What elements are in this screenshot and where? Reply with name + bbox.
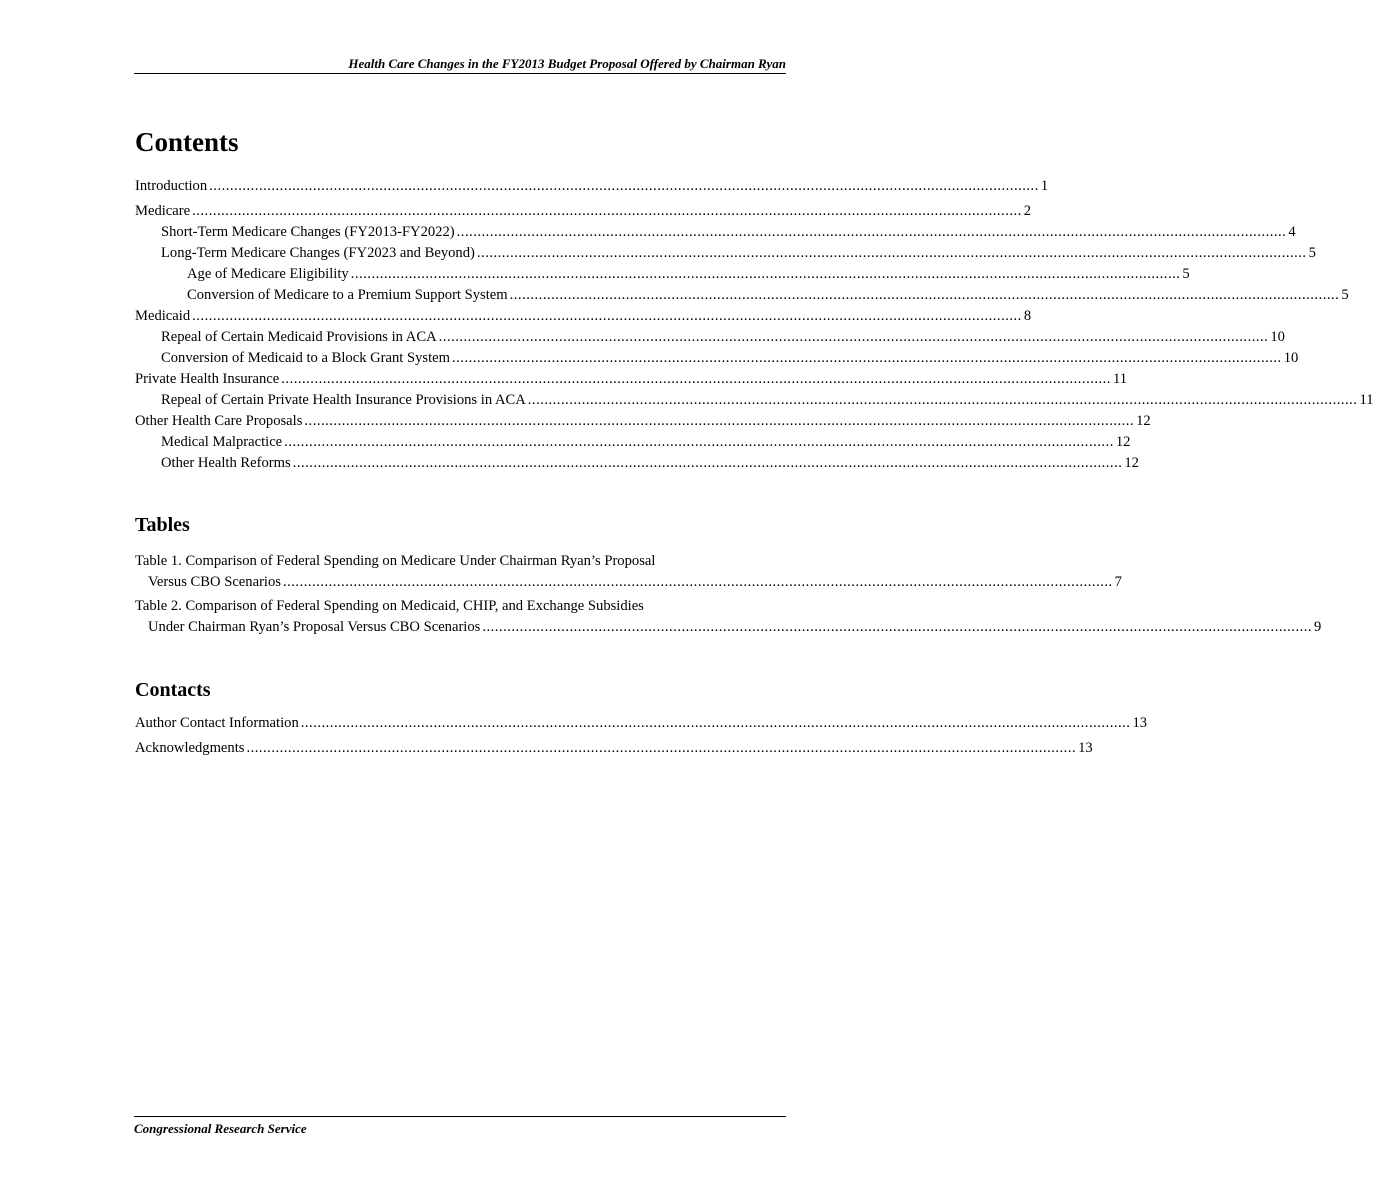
toc-entry-introduction[interactable] — [135, 176, 1049, 197]
toc-entry-label: Age of Medicare Eligibility — [187, 266, 349, 282]
toc-entry-label: Introduction — [135, 178, 208, 194]
toc-leader: ........................................................................................................................................................................................................ — [292, 455, 1123, 471]
toc-entry-author-contact[interactable] — [135, 713, 1148, 734]
toc-page-number: 8 — [1023, 308, 1032, 324]
toc-leader: ........................................................................................................................................................................................................ — [281, 371, 1111, 387]
toc-entry-label: Conversion of Medicare to a Premium Support System — [187, 287, 508, 303]
toc-leader: ........................................................................................................................................................................................................ — [192, 308, 1022, 324]
toc-page-number: 10 — [1270, 329, 1285, 345]
toc-page-number: 12 — [1124, 455, 1139, 471]
toc-entry-label: Other Health Reforms — [161, 455, 291, 471]
toc-page-number: 5 — [1341, 287, 1349, 303]
toc-page-number: 13 — [1132, 715, 1148, 731]
toc-entry-label: Repeal of Certain Medicaid Provisions in ACA — [161, 329, 437, 345]
toc-entry-label: Medicaid — [135, 308, 191, 324]
toc-entry-label: Medicare — [135, 203, 191, 219]
toc-page-number: 13 — [1078, 740, 1093, 756]
contacts-list — [135, 713, 1148, 759]
toc-leader: ........................................................................................................................................................................................................ — [350, 266, 1181, 282]
toc-page-number: 9 — [1314, 619, 1322, 635]
toc-page-number: 11 — [1112, 371, 1128, 387]
toc-page-number: 12 — [1115, 434, 1131, 450]
toc-leader: ........................................................................................................................................................................................................ — [304, 413, 1135, 429]
toc-entry-table-2[interactable] — [135, 596, 1322, 638]
toc-entry-long-term-medicare[interactable] — [135, 243, 1316, 264]
toc-leader: ........................................................................................................................................................................................................ — [476, 245, 1307, 261]
toc-leader: ........................................................................................................................................................................................................ — [282, 574, 1113, 590]
toc-entry-label: Private Health Insurance — [135, 371, 280, 387]
toc-entry-medicaid[interactable] — [135, 306, 1032, 327]
toc-entry-label-continued: Versus CBO Scenarios — [148, 574, 281, 590]
toc-entry-label: Long-Term Medicare Changes (FY2023 and Beyond) — [161, 245, 475, 261]
toc-entry-premium-support[interactable] — [135, 285, 1349, 306]
toc-leader: ........................................................................................................................................................................................................ — [192, 203, 1022, 219]
toc-entry-repeal-private[interactable] — [135, 390, 1374, 411]
toc-entry-label-continued: Under Chairman Ryan’s Proposal Versus CBO Scenarios — [148, 619, 481, 635]
tables-list — [135, 551, 1322, 638]
toc-entry-label: Table 2. Comparison of Federal Spending on Medicaid, CHIP, and Exchange Subsidies — [135, 598, 644, 614]
toc-leader: ........................................................................................................................................................................................................ — [509, 287, 1340, 303]
toc-entry-other-proposals[interactable] — [135, 411, 1151, 432]
toc-entry-acknowledgments[interactable] — [135, 738, 1093, 759]
toc-page-number: 5 — [1308, 245, 1316, 261]
toc-page-number: 5 — [1182, 266, 1190, 282]
contents-list — [135, 176, 1374, 474]
toc-leader: ........................................................................................................................................................................................................ — [527, 392, 1358, 408]
toc-entry-private-health-insurance[interactable] — [135, 369, 1128, 390]
toc-entry-block-grant[interactable] — [135, 348, 1299, 369]
toc-page-number: 4 — [1288, 224, 1296, 240]
toc-entry-table-1[interactable] — [135, 551, 1122, 593]
toc-page-number: 7 — [1114, 574, 1122, 590]
toc-entry-label: Author Contact Information — [135, 715, 299, 731]
toc-leader: ........................................................................................................................................................................................................ — [482, 619, 1313, 635]
toc-leader: ........................................................................................................................................................................................................ — [456, 224, 1287, 240]
toc-entry-short-term-medicare[interactable] — [135, 222, 1296, 243]
contacts-section — [135, 678, 1148, 759]
toc-page-number: 2 — [1023, 203, 1032, 219]
toc-entry-label: Medical Malpractice — [161, 434, 283, 450]
toc-entry-medicare[interactable] — [135, 201, 1032, 222]
toc-leader: ........................................................................................................................................................................................................ — [246, 740, 1077, 756]
toc-entry-age-eligibility[interactable] — [135, 264, 1190, 285]
toc-entry-malpractice[interactable] — [135, 432, 1131, 453]
toc-leader: ........................................................................................................................................................................................................ — [300, 715, 1131, 731]
toc-entry-other-reforms[interactable] — [135, 453, 1139, 474]
tables-title: Tables — [135, 514, 190, 536]
toc-entry-label: Other Health Care Proposals — [135, 413, 303, 429]
toc-entry-label: Table 1. Comparison of Federal Spending on Medicare Under Chairman Ryan’s Proposal — [135, 553, 656, 569]
contacts-title: Contacts — [135, 679, 211, 701]
running-footer: Congressional Research Service — [134, 1116, 786, 1137]
toc-page-number: 11 — [1359, 392, 1374, 408]
toc-leader: ........................................................................................................................................................................................................ — [209, 178, 1039, 194]
toc-leader: ........................................................................................................................................................................................................ — [452, 350, 1282, 366]
toc-leader: ........................................................................................................................................................................................................ — [438, 329, 1269, 345]
toc-entry-label: Short-Term Medicare Changes (FY2013-FY2022) — [161, 224, 455, 240]
toc-page-number: 1 — [1040, 178, 1049, 194]
tables-section — [135, 513, 1322, 638]
toc-page-number: 12 — [1136, 413, 1151, 429]
contents-section — [135, 126, 1374, 474]
toc-entry-label: Acknowledgments — [135, 740, 245, 756]
toc-page-number: 10 — [1283, 350, 1299, 366]
toc-leader: ........................................................................................................................................................................................................ — [284, 434, 1114, 450]
toc-entry-label: Conversion of Medicaid to a Block Grant System — [161, 350, 450, 366]
toc-entry-label: Repeal of Certain Private Health Insurance Provisions in ACA — [161, 392, 526, 408]
running-header: Health Care Changes in the FY2013 Budget Proposal Offered by Chairman Ryan — [134, 56, 786, 74]
toc-entry-repeal-medicaid[interactable] — [135, 327, 1285, 348]
contents-title: Contents — [135, 127, 239, 157]
